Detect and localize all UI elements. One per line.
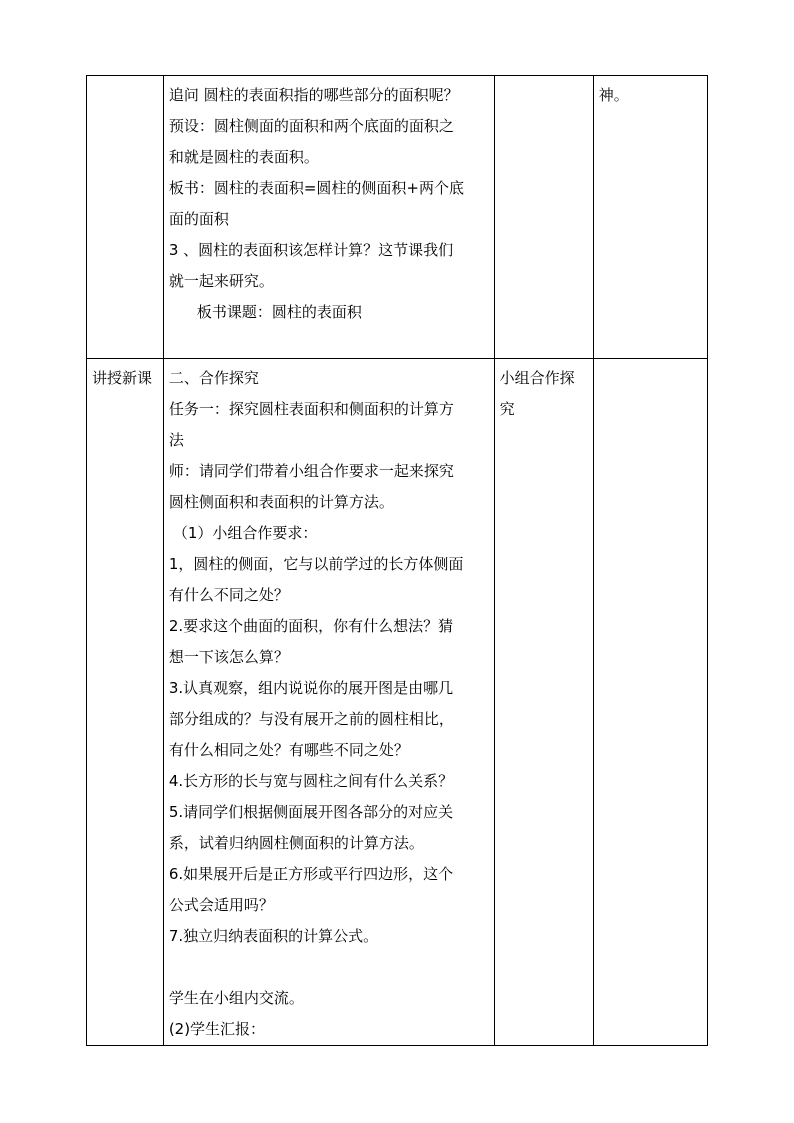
blank-line (169, 952, 489, 983)
note-cell (593, 359, 707, 1046)
content-line: 3 、圆柱的表面积该怎样计算？这节课我们 (168, 241, 454, 259)
table-row (87, 359, 708, 1046)
content-line: 7.独立归纳表面积的计算公式。 (168, 927, 379, 945)
content-line: 有什么不同之处？ (168, 586, 289, 604)
content-line: 学生在小组内交流。 (168, 989, 304, 1007)
content-line: 部分组成的？与没有展开之前的圆柱相比， (168, 710, 454, 728)
stage-cell (87, 76, 164, 359)
content-line: 师：请同学们带着小组合作要求一起来探究 (168, 462, 454, 480)
content-line: 任务一：探究圆柱表面积和侧面积的计算方 (168, 400, 454, 418)
content-line: 圆柱侧面积和表面积的计算方法。 (168, 493, 394, 511)
lesson-plan-table (86, 75, 708, 1046)
content-line: 就一起来研究。 (168, 272, 274, 290)
content-line: 3.认真观察，组内说说你的展开图是由哪几 (168, 679, 454, 697)
content-cell (163, 76, 494, 359)
content-line: 追问 圆柱的表面积指的哪些部分的面积呢？ (168, 86, 459, 104)
content-line: (2)学生汇报： (168, 1020, 266, 1038)
method-cell (494, 76, 593, 359)
content-line: 公式会适用吗？ (168, 896, 274, 914)
content-line: 有什么相同之处？有哪些不同之处？ (168, 741, 409, 759)
content-line: 系，试着归纳圆柱侧面积的计算方法。 (168, 834, 424, 852)
content-line: 6.如果展开后是正方形或平行四边形，这个 (168, 865, 454, 883)
content-cell (163, 359, 494, 1046)
content-line: 4.长方形的长与宽与圆柱之间有什么关系？ (168, 772, 454, 790)
content-line: （1）小组合作要求： (172, 524, 318, 542)
content-line: 和就是圆柱的表面积。 (168, 148, 319, 166)
content-line: 二、合作探究 (168, 369, 259, 387)
stage-cell: 讲授新课 (87, 359, 164, 1046)
content-line: 预设：圆柱侧面的面积和两个底面的面积之 (168, 117, 454, 135)
content-line: 板书：圆柱的表面积=圆柱的侧面积+两个底 (168, 179, 464, 197)
table-row (87, 76, 708, 359)
content-line: 面的面积 (168, 210, 229, 228)
content-line: 2.要求这个曲面的面积，你有什么想法？猜 (168, 617, 454, 635)
content-line: 1，圆柱的侧面，它与以前学过的长方体侧面 (168, 555, 464, 573)
board-title-line: 板书课题：圆柱的表面积 (196, 303, 362, 321)
method-cell: 小组合作探究 (494, 359, 593, 1046)
content-line: 想一下该怎么算？ (168, 648, 289, 666)
content-line: 法 (168, 431, 184, 449)
content-line: 5.请同学们根据侧面展开图各部分的对应关 (168, 803, 454, 821)
note-cell: 神。 (593, 76, 707, 359)
